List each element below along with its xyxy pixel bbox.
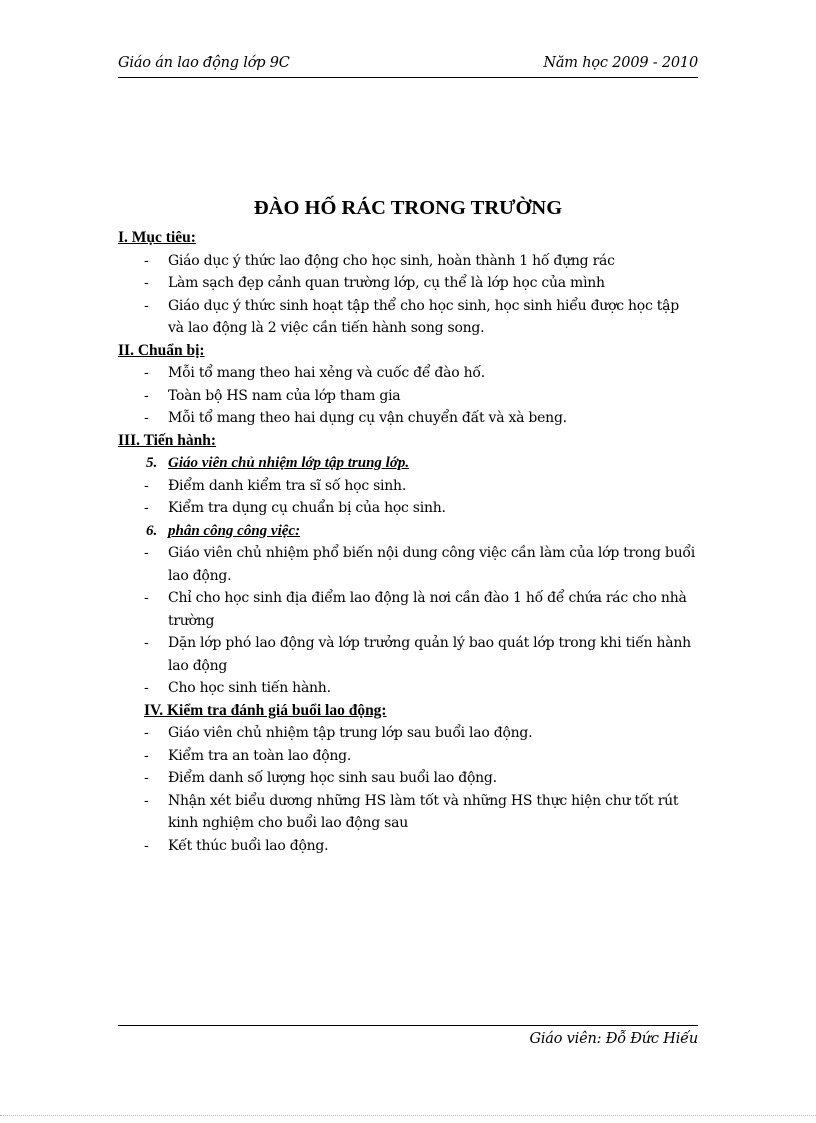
- page-header: [118, 55, 698, 75]
- list-item: - Nhận xét biểu dương những HS làm tốt và những HS thực hiện chư tốt rút kinh nghiệm cho buổi lao động sau: [144, 792, 679, 831]
- header-divider: [118, 77, 698, 78]
- list-item: - Giáo viên chủ nhiệm tập trung lớp sau buổi lao động.: [144, 725, 533, 741]
- list-item: - Dặn lớp phó lao động và lớp trưởng quản lý bao quát lớp trong khi tiến hành lao động: [144, 635, 691, 674]
- list-item: - Kiểm tra an toàn lao động.: [144, 747, 352, 764]
- footer-teacher: Giáo viên: Đỗ Đức Hiếu: [529, 1031, 698, 1047]
- list-item: - Kết thúc buổi lao động.: [144, 837, 329, 854]
- list-item: - Toàn bộ HS nam của lớp tham gia: [144, 387, 401, 404]
- list-item: - Giáo dục ý thức sinh hoạt tập thể cho học sinh, học sinh hiểu được học tập và lao động là 2 việc cần tiến hành song song.: [144, 297, 679, 336]
- list-item: - Kiểm tra dụng cụ chuẩn bị của học sinh.: [144, 500, 446, 516]
- section-heading-preparation: II. Chuẩn bị:: [118, 341, 205, 359]
- header-course: Giáo án lao động lớp 9C: [118, 55, 290, 71]
- list-item: - Giáo viên chủ nhiệm phổ biến nội dung công việc cần làm của lớp trong buổi lao động.: [144, 545, 695, 584]
- footer-divider: [118, 1025, 698, 1026]
- document-title: ĐÀO HỐ RÁC TRONG TRƯỜNG: [253, 197, 563, 219]
- list-item: - Làm sạch đẹp cảnh quan trường lớp, cụ thể là lớp học của mình: [144, 275, 605, 291]
- section-heading-procedure: III. Tiến hành:: [118, 431, 217, 449]
- section-heading-objectives: I. Mục tiêu:: [118, 229, 196, 246]
- document-body: [118, 227, 698, 857]
- list-item: - Điểm danh kiểm tra sĩ số học sinh.: [144, 477, 407, 494]
- list-item: - Mỗi tổ mang theo hai xẻng và cuốc để đào hố.: [144, 365, 485, 381]
- list-item: - Giáo dục ý thức lao động cho học sinh, hoàn thành 1 hố đựng rác: [144, 252, 615, 269]
- section-heading-evaluation: IV. Kiểm tra đánh giá buổi lao động:: [144, 701, 387, 719]
- list-item: - Cho học sinh tiến hành.: [144, 680, 331, 696]
- page-edge-marker: [0, 1115, 816, 1116]
- list-item: - Điểm danh số lượng học sinh sau buổi lao động.: [144, 770, 497, 786]
- list-item: - Chỉ cho học sinh địa điểm lao động là nơi cần đào 1 hố để chứa rác cho nhà trường: [144, 590, 687, 629]
- header-school-year: Năm học 2009 - 2010: [543, 55, 698, 71]
- numbered-step: 6. phân công công việc:: [146, 522, 301, 539]
- list-item: - Mỗi tổ mang theo hai dụng cụ vận chuyển đất và xà beng.: [144, 410, 567, 426]
- numbered-step: 5. Giáo viên chủ nhiệm lớp tập trung lớp.: [146, 455, 410, 471]
